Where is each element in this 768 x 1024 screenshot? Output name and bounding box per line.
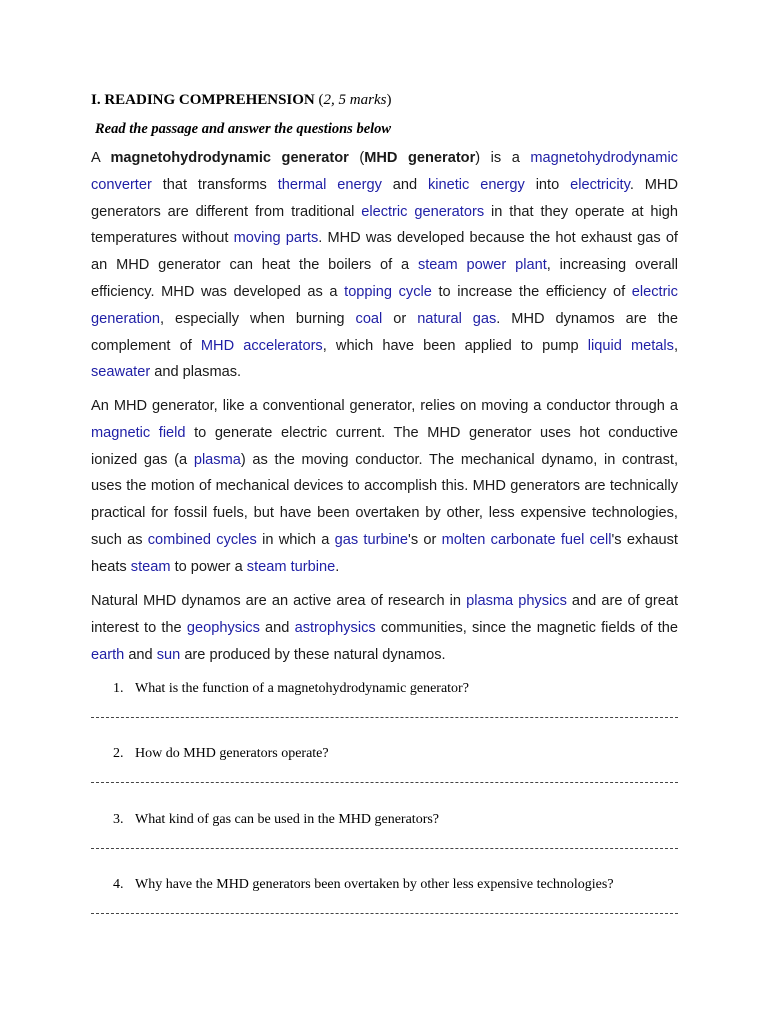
hyperlink[interactable]: magnetohydrodynamic converter (91, 150, 678, 193)
question-number: 2. (113, 746, 124, 761)
section-title: I. READING COMPREHENSION (91, 92, 315, 108)
hyperlink[interactable]: thermal energy (277, 176, 382, 193)
question-3 (113, 812, 439, 828)
answer-line-4[interactable] (91, 913, 678, 914)
passage-paragraph-1 (91, 145, 678, 386)
hyperlink[interactable]: combined cycles (147, 531, 257, 548)
hyperlink[interactable]: steam power plant (417, 257, 547, 274)
passage-text: An MHD generator, like a conventional generator, relies on moving a conductor through a (91, 398, 678, 414)
bold-term: MHD generator (364, 150, 476, 166)
passage-text: and are of great interest to the (91, 593, 678, 636)
passage-text: . MHD generators are different from traditional (91, 176, 678, 220)
bold-term: magnetohydrodynamic generator (110, 150, 349, 166)
hyperlink[interactable]: seawater (91, 364, 151, 381)
answer-line-1[interactable] (91, 717, 678, 718)
passage-text: that transforms (151, 176, 278, 193)
passage-text: to power a (170, 558, 247, 575)
hyperlink[interactable]: electricity (570, 176, 630, 193)
hyperlink[interactable]: coal (355, 310, 383, 327)
question-4 (113, 877, 614, 893)
passage-text: to generate electric current. The MHD generator uses hot conductive ionized gas (a (91, 424, 678, 468)
question-text: What kind of gas can be used in the MHD generators? (135, 812, 440, 827)
hyperlink[interactable]: kinetic energy (427, 176, 525, 193)
passage-text: or (382, 310, 418, 327)
passage-text: to increase the efficiency of (431, 283, 632, 300)
hyperlink[interactable]: MHD accelerators (200, 337, 323, 354)
question-2 (113, 746, 329, 762)
hyperlink[interactable]: steam turbine (246, 558, 336, 575)
question-1 (113, 681, 469, 697)
hyperlink[interactable]: liquid metals (587, 337, 674, 354)
passage-text: . (335, 558, 340, 575)
passage-text: . MHD dynamos are the complement of (91, 310, 678, 354)
hyperlink[interactable]: sun (156, 646, 181, 663)
passage-text: ( (348, 150, 365, 166)
passage-text: 's or (408, 531, 442, 548)
passage-text: and (124, 646, 157, 663)
hyperlink[interactable]: electric generators (361, 203, 485, 220)
hyperlink[interactable]: geophysics (186, 619, 260, 636)
question-number: 3. (113, 812, 124, 827)
question-text: How do MHD generators operate? (135, 746, 329, 761)
hyperlink[interactable]: plasma physics (466, 593, 567, 609)
section-heading (91, 92, 391, 109)
marks-close: ) (386, 92, 392, 108)
hyperlink[interactable]: plasma (193, 451, 241, 468)
marks-value: 2, 5 marks (323, 92, 387, 108)
hyperlink[interactable]: magnetic field (91, 424, 186, 441)
passage-text: and (259, 619, 295, 636)
passage-text: . MHD was developed because the hot exhaust gas of an MHD generator can heat the boilers of a (91, 230, 678, 274)
answer-line-3[interactable] (91, 848, 678, 849)
passage-text: in that they operate at high temperatures without (91, 203, 678, 247)
passage-text: 's exhaust heats (91, 531, 678, 575)
instruction-text: Read the passage and answer the questions below (95, 121, 392, 137)
hyperlink[interactable]: electric generation (91, 283, 678, 327)
passage-text: communities, since the magnetic fields of the (375, 619, 678, 636)
passage-text: into (524, 176, 571, 193)
passage-text: , increasing overall efficiency. MHD was developed as a (91, 257, 678, 300)
hyperlink[interactable]: molten carbonate fuel cell (441, 531, 612, 548)
passage-text: are produced by these natural dynamos. (180, 646, 446, 663)
hyperlink[interactable]: moving parts (233, 230, 319, 247)
hyperlink[interactable]: earth (91, 646, 125, 663)
hyperlink[interactable]: gas turbine (334, 531, 409, 548)
passage-text: , (673, 337, 678, 354)
passage-text: and plasmas. (150, 364, 242, 381)
passage-text: , which have been applied to pump (322, 337, 588, 354)
passage-text: and (381, 176, 428, 193)
question-number: 4. (113, 877, 124, 892)
question-text: What is the function of a magnetohydrodynamic generator? (135, 681, 469, 696)
hyperlink[interactable]: natural gas (417, 310, 497, 327)
passage-text: , especially when burning (159, 310, 356, 327)
passage-text: ) is a (475, 150, 531, 166)
passage-text: in which a (256, 531, 335, 548)
marks-open: ( (314, 92, 324, 108)
answer-line-2[interactable] (91, 782, 678, 783)
hyperlink[interactable]: astrophysics (294, 619, 376, 636)
passage-paragraph-2 (91, 393, 678, 581)
hyperlink[interactable]: steam (130, 558, 171, 575)
passage-text: Natural MHD dynamos are an active area of research in (91, 593, 467, 609)
question-number: 1. (113, 681, 124, 696)
question-text: Why have the MHD generators been overtaken by other less expensive technologies? (135, 877, 614, 892)
passage-text: ) as the moving conductor. The mechanical dynamo, in contrast, uses the motion of mechanical devices to accomplish this. MHD generators are technically practical for fossil fuels, but have been overtaken by other, less expensive technologies, such as (91, 451, 679, 548)
hyperlink[interactable]: topping cycle (344, 283, 432, 300)
passage-text: A (91, 150, 111, 166)
passage-paragraph-3 (91, 588, 678, 668)
